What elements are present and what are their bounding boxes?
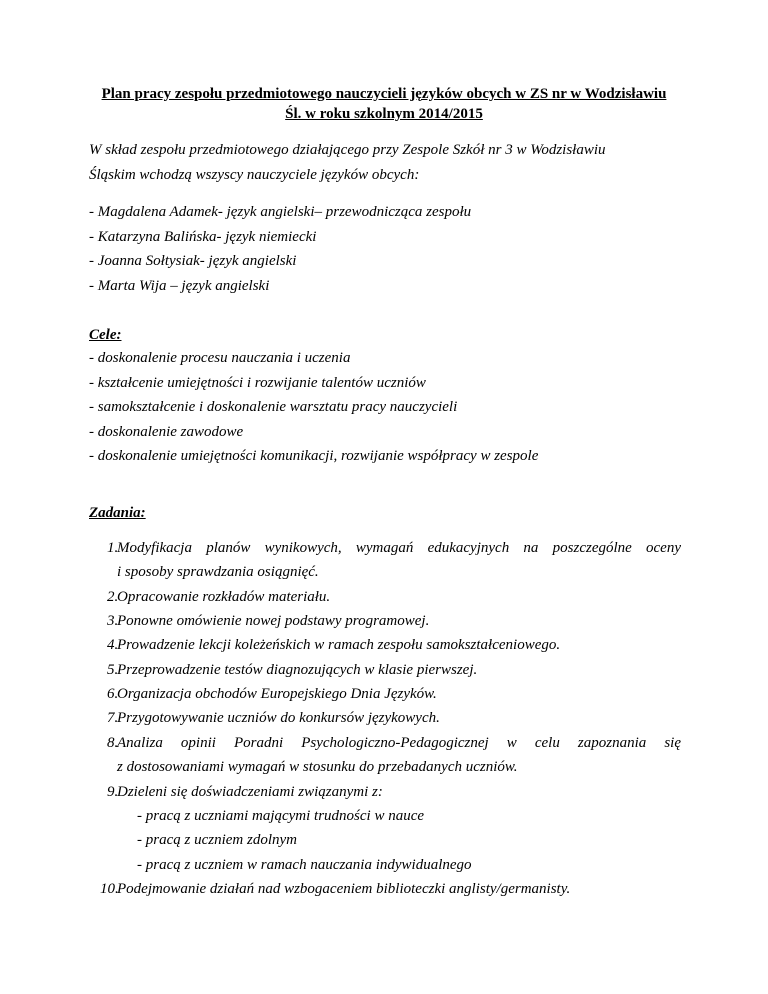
task-number: 7. [107, 710, 119, 726]
goal-item: - doskonalenie procesu nauczania i uczenia [89, 350, 351, 366]
task-text: Przeprowadzenie testów diagnozujących w klasie pierwszej. [117, 662, 478, 678]
member-item: - Joanna Sołtysiak- język angielski [89, 253, 297, 269]
task-number: 4. [107, 637, 119, 653]
task-text-continuation: z dostosowaniami wymagań w stosunku do przebadanych uczniów. [117, 759, 518, 775]
member-item: - Marta Wija – język angielski [89, 278, 270, 294]
task-text: Modyfikacja planów wynikowych, wymagań edukacyjnych na poszczególne oceny [117, 540, 681, 556]
task-text: Opracowanie rozkładów materiału. [117, 589, 331, 605]
goals-heading: Cele: [89, 327, 122, 343]
task-text: Dzieleni się doświadczeniami związanymi z: [117, 784, 383, 800]
task-number: 2. [107, 589, 119, 605]
task-subitem: - pracą z uczniami mającymi trudności w nauce [137, 808, 425, 824]
task-number: 1. [107, 540, 119, 556]
task-number: 5. [107, 662, 119, 678]
goal-item: - kształcenie umiejętności i rozwijanie talentów uczniów [89, 375, 426, 391]
task-text: Ponowne omówienie nowej podstawy programowej. [117, 613, 430, 629]
title-line-1: Plan pracy zespołu przedmiotowego nauczycieli języków obcych w ZS nr w Wodzisławiu [101, 86, 667, 102]
task-text: Prowadzenie lekcji koleżeńskich w ramach zespołu samokształceniowego. [117, 637, 561, 653]
task-subitem: - pracą z uczniem zdolnym [137, 832, 297, 848]
task-text: Analiza opinii Poradni Psychologiczno-Pedagogicznej w celu zapoznania się [117, 735, 681, 751]
task-number: 9. [107, 784, 119, 800]
goal-item: - samokształcenie i doskonalenie warsztatu pracy nauczycieli [89, 399, 458, 415]
intro-line-1: W skład zespołu przedmiotowego działającego przy Zespole Szkół nr 3 w Wodzisławiu [89, 142, 606, 158]
task-number: 8. [107, 735, 119, 751]
task-subitem: - pracą z uczniem w ramach nauczania indywidualnego [137, 857, 472, 873]
member-item: - Magdalena Adamek- język angielski– przewodnicząca zespołu [89, 204, 472, 220]
task-text-continuation: i sposoby sprawdzania osiągnięć. [117, 564, 319, 580]
task-text: Podejmowanie działań nad wzbogaceniem biblioteczki anglisty/germanisty. [117, 881, 571, 897]
task-text: Przygotowywanie uczniów do konkursów językowych. [117, 710, 440, 726]
member-item: - Katarzyna Balińska- język niemiecki [89, 229, 317, 245]
title-line-2: Śl. w roku szkolnym 2014/2015 [285, 106, 483, 122]
task-number: 6. [107, 686, 119, 702]
intro-line-2: Śląskim wchodzą wszyscy nauczyciele języków obcych: [89, 167, 420, 183]
task-number: 3. [107, 613, 119, 629]
tasks-heading: Zadania: [89, 505, 146, 521]
task-number: 10. [100, 881, 119, 897]
task-text: Organizacja obchodów Europejskiego Dnia Języków. [117, 686, 437, 702]
goal-item: - doskonalenie umiejętności komunikacji, rozwijanie współpracy w zespole [89, 448, 539, 464]
goal-item: - doskonalenie zawodowe [89, 424, 244, 440]
